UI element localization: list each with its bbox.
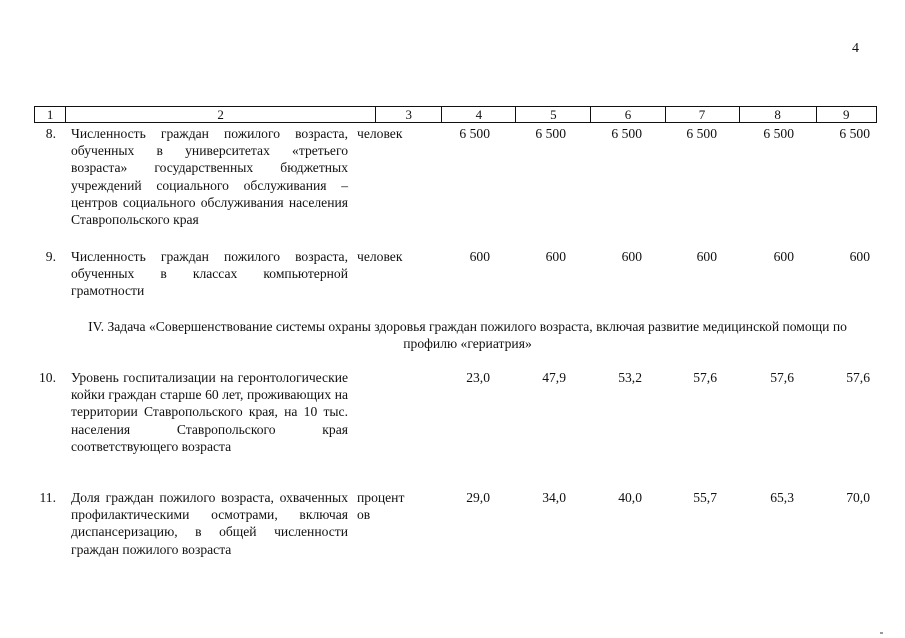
row-unit: процентов	[357, 490, 405, 523]
row-number: 8.	[45, 126, 56, 141]
row-value: 6 500	[839, 126, 870, 141]
column-number-header	[34, 106, 877, 123]
row-value: 70,0	[846, 490, 870, 505]
row-number: 9.	[45, 249, 56, 264]
page-number: 4	[852, 41, 859, 56]
row-indicator-text: Доля граждан пожилого возраста, охваченных профилактическими осмотрами, включая диспансеризацию, в общей численности граждан пожилого возраста	[71, 490, 348, 557]
row-value: 57,6	[770, 370, 794, 385]
row-value: 57,6	[846, 370, 870, 385]
row-value: 600	[849, 249, 870, 264]
row-indicator-text: Численность граждан пожилого возраста, обученных в университетах «третьего возраста» государственных бюджетных учреждений социального обслуживания – центров социального обслуживания населения Ставропольского края	[71, 126, 348, 228]
row-value: 34,0	[542, 490, 566, 505]
row-value: 6 500	[686, 126, 717, 141]
row-unit: человек	[357, 126, 403, 141]
row-value: 57,6	[693, 370, 717, 385]
header-col-3: 3	[376, 107, 442, 122]
row-value: 6 500	[459, 126, 490, 141]
row-value: 53,2	[618, 370, 642, 385]
row-value: 600	[469, 249, 490, 264]
row-value: 47,9	[542, 370, 566, 385]
header-col-2: 2	[66, 107, 376, 122]
row-number: 11.	[39, 490, 56, 505]
row-unit: человек	[357, 249, 403, 264]
row-value: 65,3	[770, 490, 794, 505]
row-value: 29,0	[466, 490, 490, 505]
row-number: 10.	[39, 370, 56, 385]
scan-speck	[880, 632, 883, 634]
row-value: 6 500	[763, 126, 794, 141]
header-col-4: 4	[442, 107, 516, 122]
row-value: 40,0	[618, 490, 642, 505]
header-col-5: 5	[516, 107, 591, 122]
header-col-6: 6	[591, 107, 665, 122]
header-col-1: 1	[35, 107, 66, 122]
row-value: 6 500	[535, 126, 566, 141]
row-value: 600	[773, 249, 794, 264]
row-indicator-text: Численность граждан пожилого возраста, обученных в классах компьютерной грамотности	[71, 249, 348, 299]
header-col-7: 7	[666, 107, 740, 122]
row-value: 23,0	[466, 370, 490, 385]
header-col-8: 8	[740, 107, 817, 122]
row-value: 600	[545, 249, 566, 264]
row-value: 55,7	[693, 490, 717, 505]
row-value: 600	[621, 249, 642, 264]
row-value: 600	[696, 249, 717, 264]
header-col-9: 9	[843, 107, 850, 122]
row-value: 6 500	[611, 126, 642, 141]
row-indicator-text: Уровень госпитализации на геронтологические койки граждан старше 60 лет, проживающих на территории Ставропольского края, на 10 тыс. населения Ставропольского края соответствующего возраста	[71, 370, 348, 454]
section-heading: IV. Задача «Совершенствование системы охраны здоровья граждан пожилого возраста, включая развитие медицинской помощи по профилю «гериатрия»	[88, 319, 847, 352]
